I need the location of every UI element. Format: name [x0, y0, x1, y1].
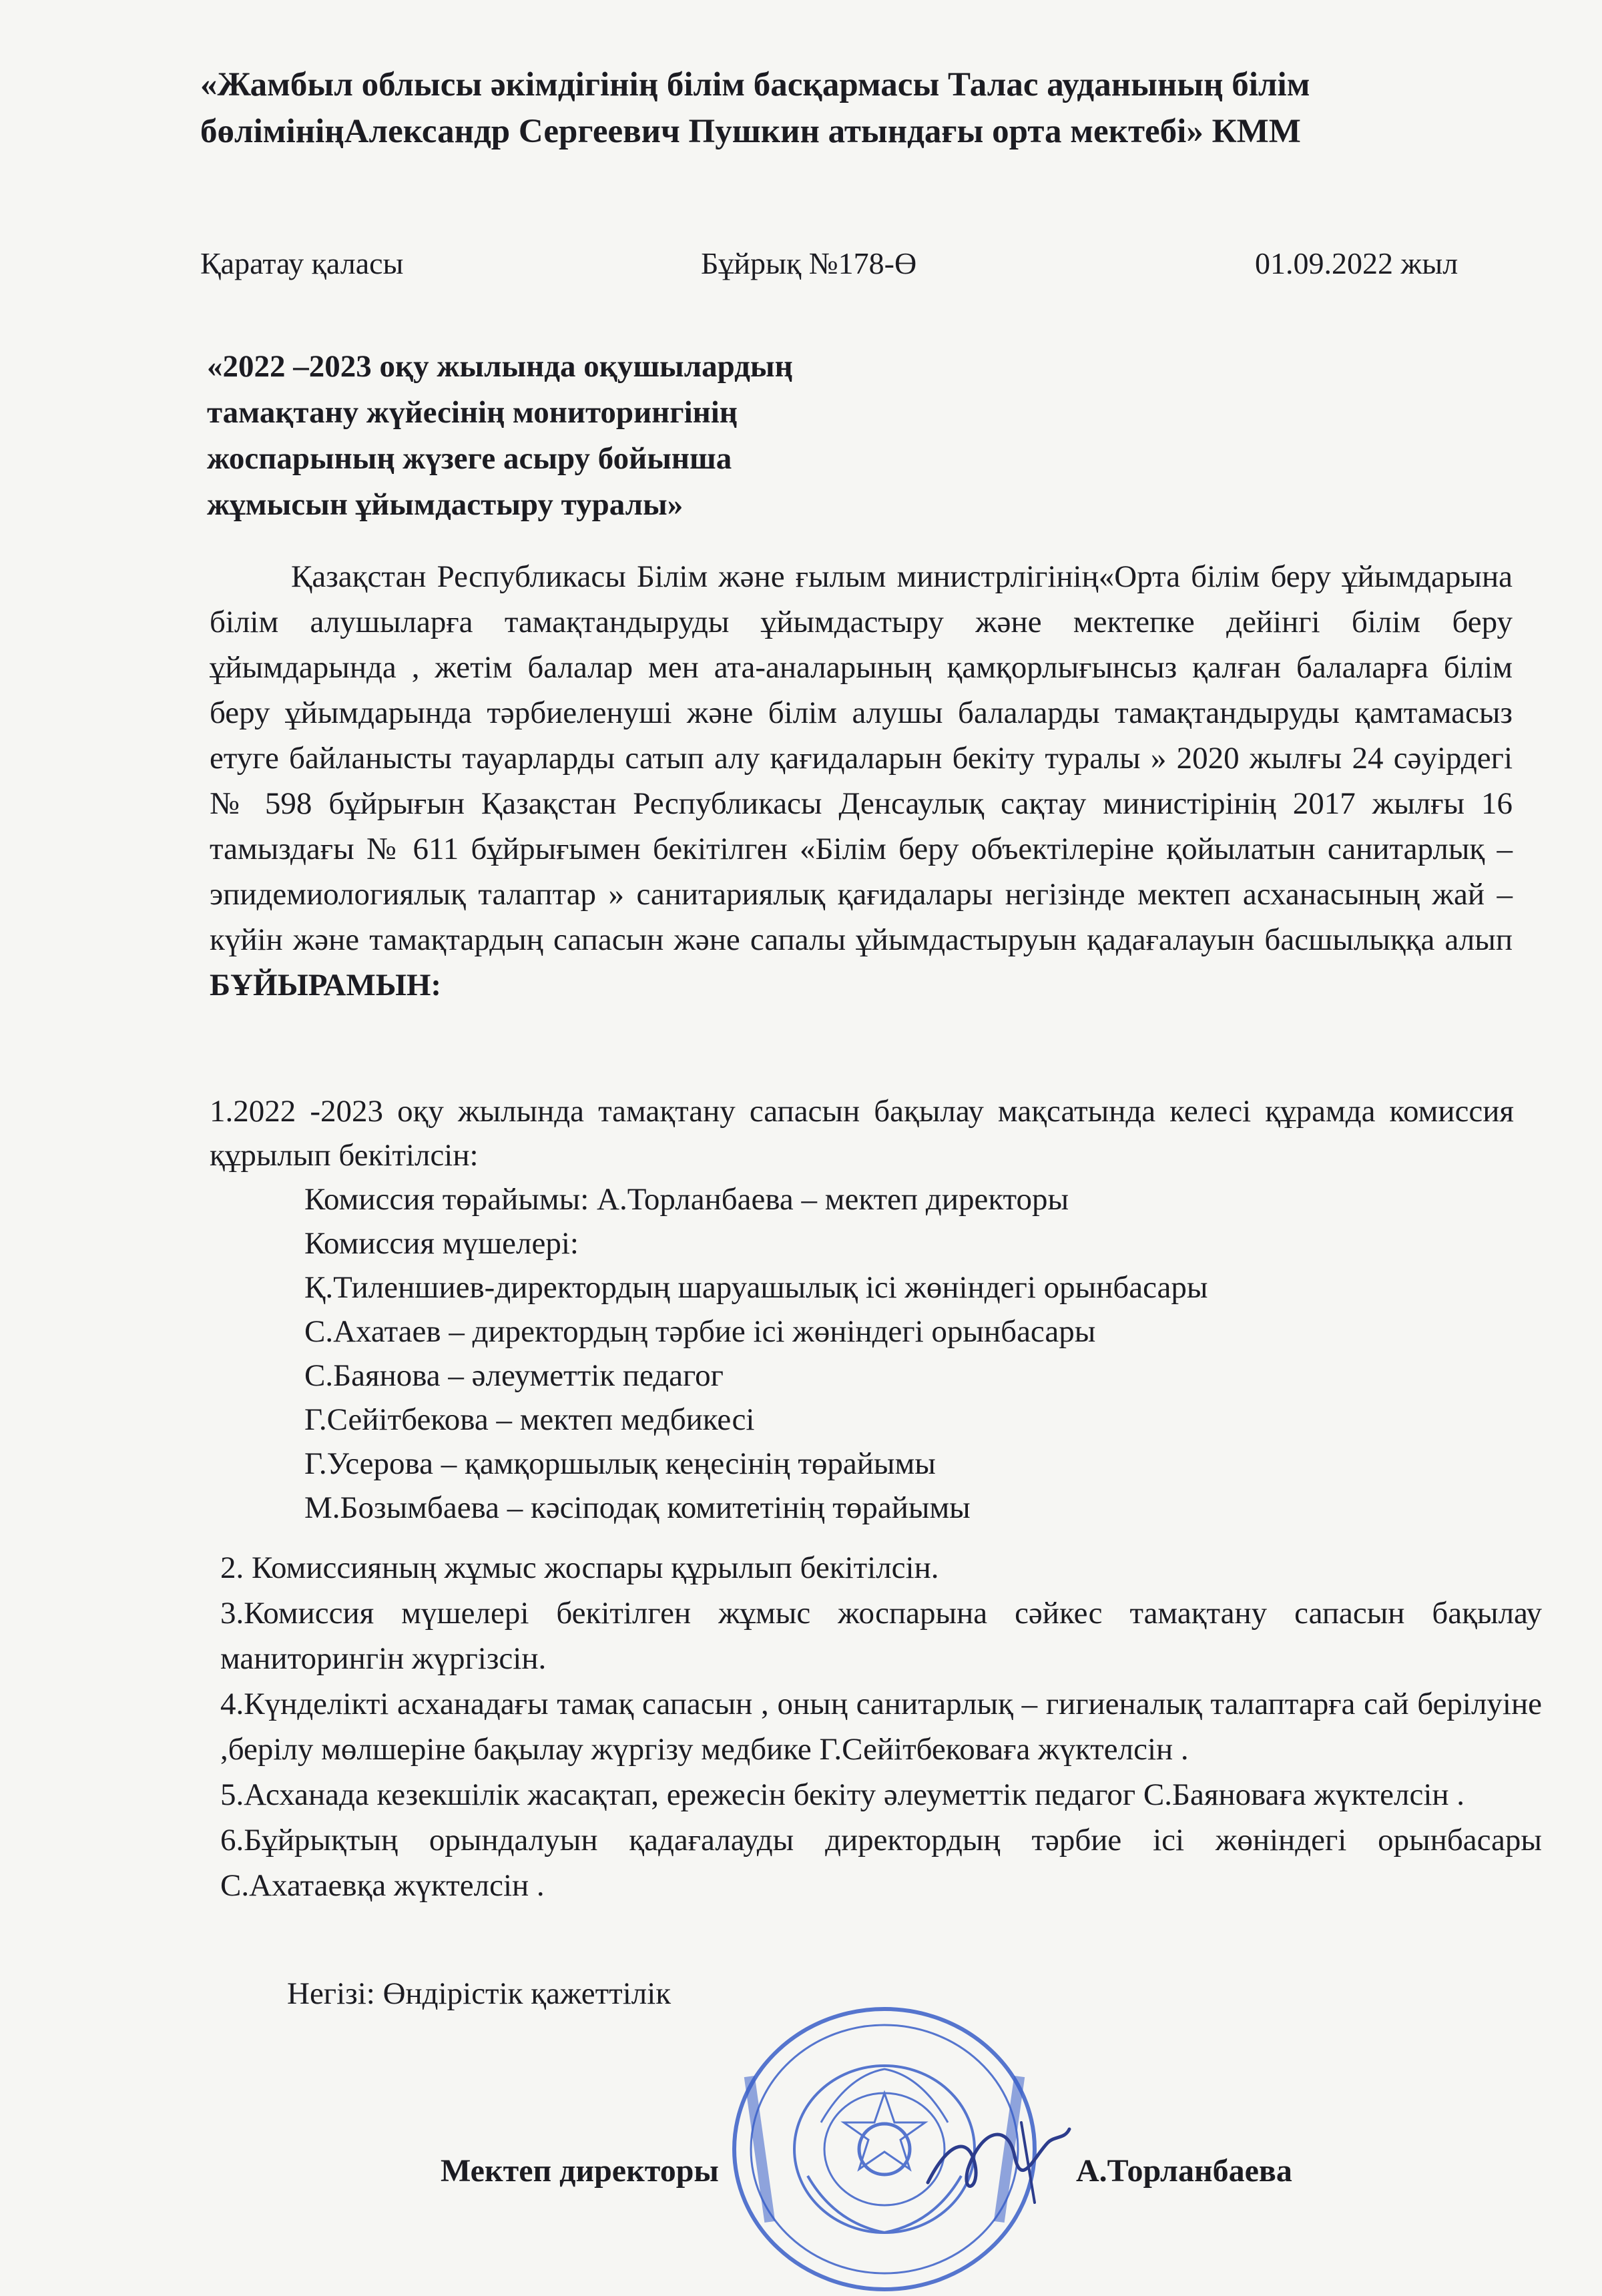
- order-item: 2. Комиссияның жұмыс жоспары құрылып бекітілсін.: [220, 1550, 939, 1585]
- commission-chair: Комиссия төрайымы: А.Торланбаева – мектеп директоры: [304, 1182, 1069, 1217]
- signature-name: А.Торланбаева: [1076, 2153, 1292, 2189]
- order-title: [207, 344, 1008, 528]
- title-line-4: жұмысын ұйымдастыру туралы»: [207, 487, 684, 522]
- institution-header: [200, 61, 1535, 155]
- commission-member: С.Ахатаев – директордың тәрбие ісі жөніндегі орынбасары: [304, 1314, 1096, 1349]
- order-number: Бұйрық №178-Ө: [701, 246, 917, 280]
- city-label: Қаратау қаласы: [200, 246, 404, 280]
- preamble-paragraph: [210, 554, 1513, 1008]
- header-line-1: «Жамбыл облысы әкімдігінің білім басқармасы Талас ауданының білім: [200, 66, 1310, 103]
- order-basis: Негізі: Өндірістік қажеттілік: [287, 1976, 672, 2011]
- preamble-block: [210, 554, 1513, 1008]
- title-line-2: тамақтану жүйесінің мониторингінің: [207, 395, 738, 430]
- commission-member: С.Баянова – әлеуметтік педагог: [304, 1358, 724, 1393]
- signature-role: Мектеп директоры: [441, 2153, 719, 2189]
- title-line-1: «2022 –2023 оқу жылында оқушылардың: [207, 349, 793, 384]
- order-date: 01.09.2022 жыл: [1255, 246, 1458, 280]
- order-word: БҰЙЫРАМЫН:: [210, 968, 442, 1002]
- title-line-3: жоспарының жүзеге асыру бойынша: [207, 441, 732, 476]
- order-meta-row: [200, 246, 1515, 286]
- commission-member: Г.Усерова – қамқоршылық кеңесінің төрайымы: [304, 1446, 936, 1481]
- order-items: [220, 1545, 1542, 1908]
- order-item: 6.Бұйрықтың орындалуын қадағалауды директордың тәрбие ісі жөніндегі орынбасары С.Ахатаевқа жүктелсін .: [220, 1823, 1542, 1903]
- item-1: 1.2022 -2023 оқу жылында тамақтану сапасын бақылау мақсатында келесі құрамда комиссия құрылып бекітілсін:: [210, 1094, 1514, 1173]
- order-item: 4.Күнделікті асханадағы тамақ сапасын , оның санитарлық – гигиеналық талаптарға сай берілуіне ,берілу мөлшеріне бақылау жүргізу медбике Г.Сейітбековаға жүктелсін .: [220, 1687, 1542, 1767]
- commission-member: Г.Сейітбекова – мектеп медбикесі: [304, 1402, 755, 1437]
- header-line-2: бөлімініңАлександр Сергеевич Пушкин атындағы орта мектебі» КММ: [200, 113, 1301, 150]
- order-item: 3.Комиссия мүшелері бекітілген жұмыс жоспарына сәйкес тамақтану сапасын бақылау маниторингін жүргізсін.: [220, 1596, 1542, 1676]
- order-item: 5.Асханада кезекшілік жасақтап, ережесін бекіту әлеуметтік педагог С.Баяноваға жүктелсін .: [220, 1777, 1465, 1812]
- commission-member: М.Бозымбаева – кәсіподақ комитетінің төрайымы: [304, 1490, 971, 1525]
- commission-block: [210, 1089, 1514, 1530]
- commission-member: Қ.Тиленшиев-директордың шаруашылық ісі жөніндегі орынбасары: [304, 1270, 1208, 1305]
- commission-members-label: Комиссия мүшелері:: [304, 1226, 579, 1261]
- handwritten-signature: [921, 2116, 1075, 2209]
- preamble-text: Қазақстан Республикасы Білім және ғылым министрлігінің«Орта білім беру ұйымдарына білім алушыларға тамақтандыруды ұйымдастыру және мектепке дейінгі білім беру ұйымдарында , жетім балалар мен ата-аналарының қамқорлығынсыз қалған балаларға білім беру ұйымдарында тәрбиеленуші және білім алушы балаларды тамақтандыруды қамтамасыз етуге байланысты тауарларды сатып алу қағидаларын бекіту туралы » 2020 жылғы 24 сәуірдегі № 598 бұйрығын Қазақстан Республикасы Денсаулық сақтау министірінің 2017 жылғы 16 тамыздағы № 611 бұйрығымен бекітілген «Білім беру объектілеріне қойылатын санитарлық – эпидемиологиялық талаптар » санитариялық қағидалары негізінде мектеп асханасының жай –күйін және тамақтардың сапасын және сапалы ұйымдастыруын қадағалауын басшылыққа алып: [210, 559, 1513, 957]
